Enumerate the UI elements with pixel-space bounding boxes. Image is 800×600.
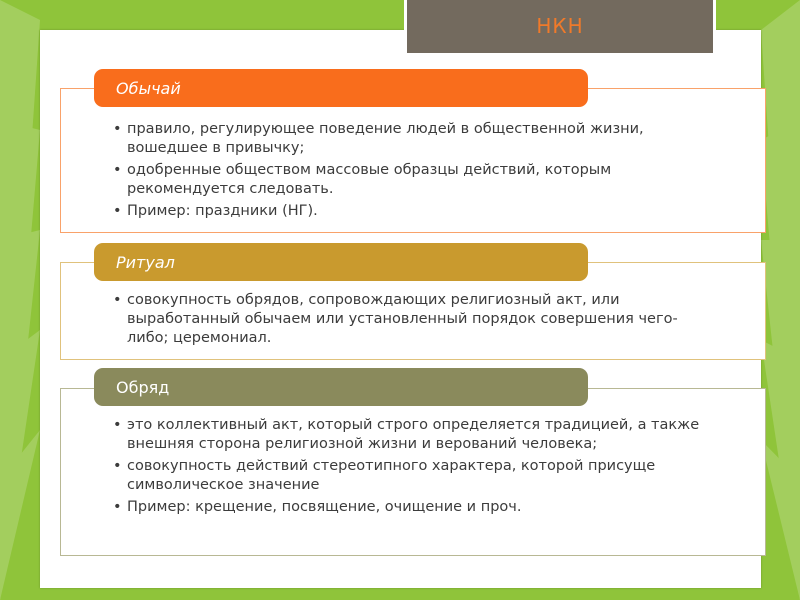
section-header-obryad xyxy=(94,368,588,406)
bullet-icon: • xyxy=(113,499,122,515)
bullet-list-obychai xyxy=(113,120,713,224)
slide-title: НКН xyxy=(536,14,584,38)
bullet-icon: • xyxy=(113,292,122,308)
bullet-icon: • xyxy=(113,121,122,137)
section-header-obychai xyxy=(94,69,588,107)
list-item: • Пример: праздники (НГ). xyxy=(113,203,318,219)
section-header-label: Ритуал xyxy=(116,252,175,272)
list-item: • это коллективный акт, который строго определяется традицией, а также внешняя сторона религиозной жизни и верований человека; xyxy=(113,417,700,452)
list-item: • Пример: крещение, посвящение, очищение и проч. xyxy=(113,499,522,515)
section-header-ritual xyxy=(94,243,588,281)
bullet-icon: • xyxy=(113,458,122,474)
bullet-list-ritual xyxy=(113,291,713,351)
section-header-label: Обряд xyxy=(116,377,170,397)
list-item: • совокупность действий стереотипного характера, которой присуще символическое значение xyxy=(113,458,656,493)
list-item: • правило, регулирующее поведение людей в общественной жизни, вошедшее в привычку; xyxy=(113,121,644,156)
bullet-icon: • xyxy=(113,203,122,219)
bullet-icon: • xyxy=(113,417,122,433)
list-item: • совокупность обрядов, сопровождающих религиозный акт, или выработанный обычаем или установленный порядок совершения чего-либо; церемониал. xyxy=(113,292,678,346)
bullet-list-obryad xyxy=(113,416,713,520)
bullet-icon: • xyxy=(113,162,122,178)
list-item: • одобренные обществом массовые образцы действий, которым рекомендуется следовать. xyxy=(113,162,612,197)
section-header-label: Обычай xyxy=(116,78,181,98)
